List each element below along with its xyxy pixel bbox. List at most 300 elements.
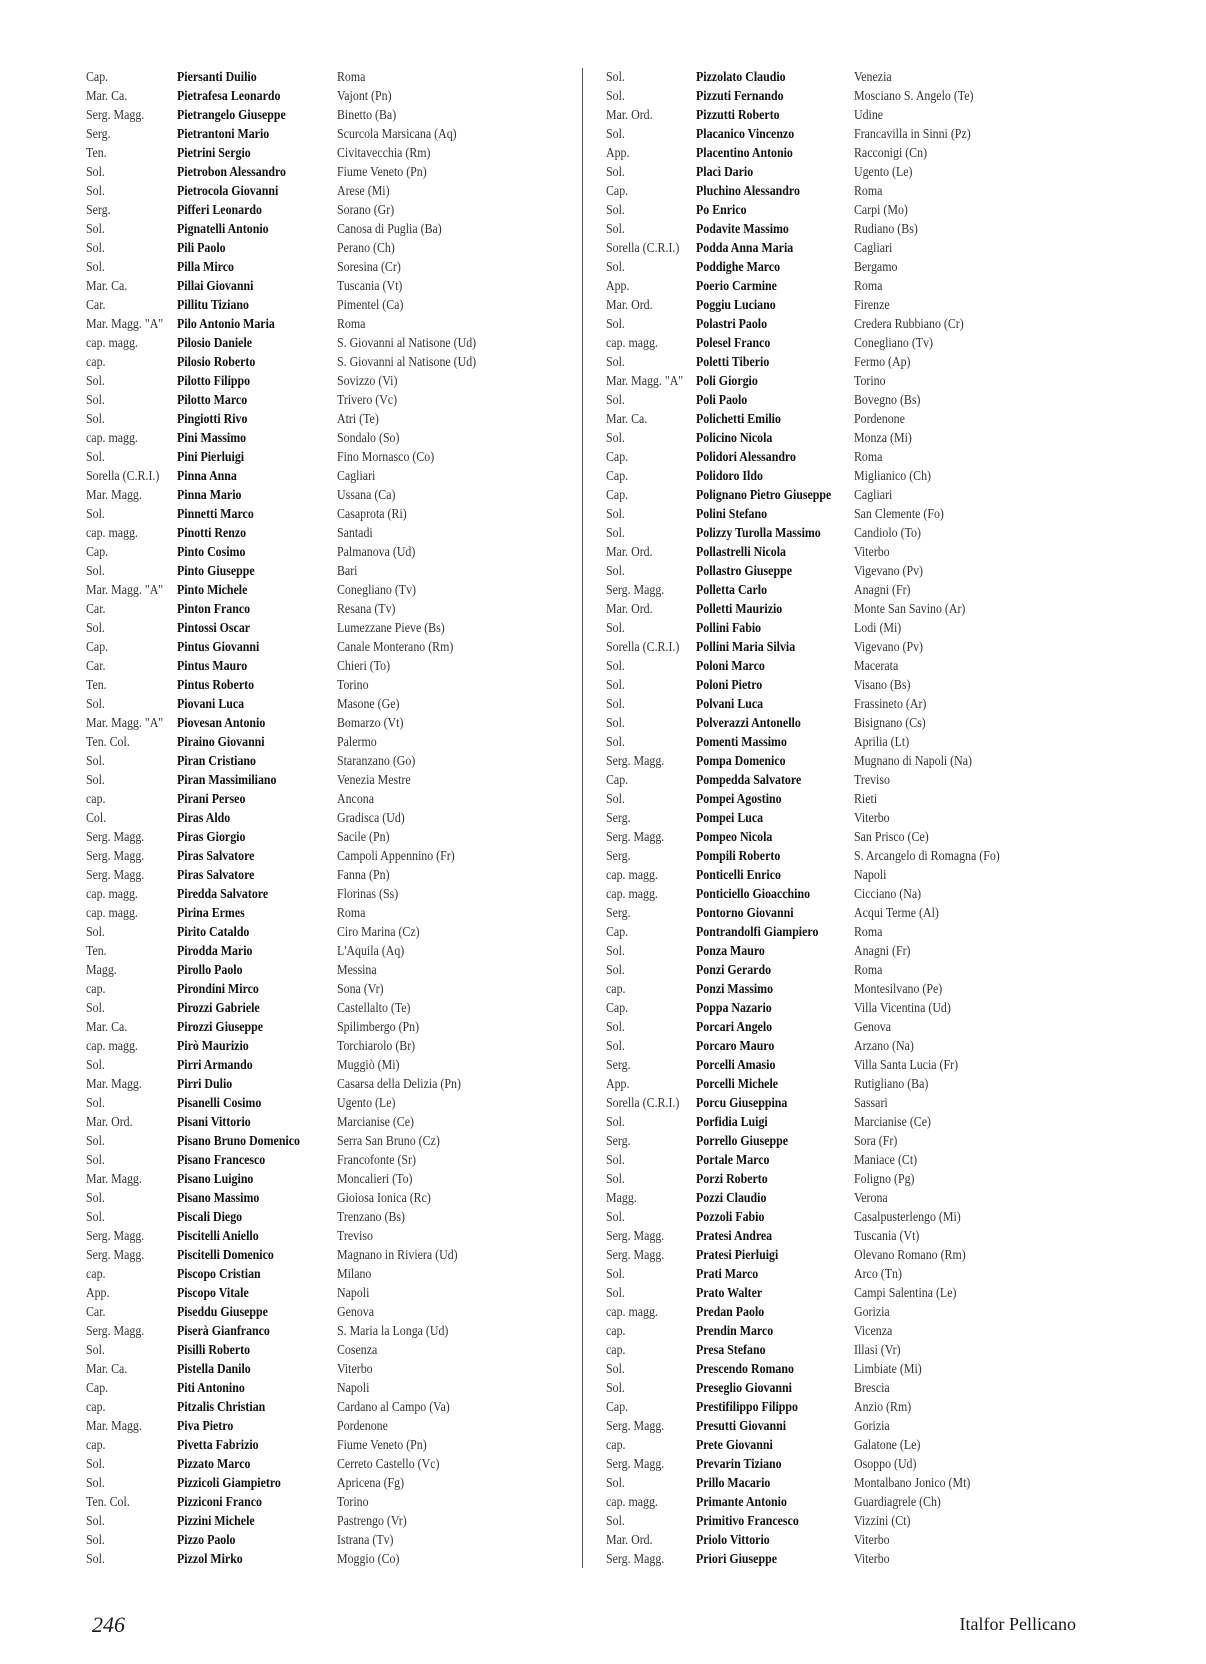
name: Piscopo Vitale <box>177 1286 249 1301</box>
town: Chieri (To) <box>337 659 391 674</box>
name: Primante Antonio <box>696 1495 787 1510</box>
name: Piran Cristiano <box>177 754 257 769</box>
rank: Sol. <box>606 963 625 978</box>
name: Pompa Domenico <box>696 754 786 769</box>
name: Pinto Michele <box>177 583 248 598</box>
rank: Cap. <box>86 545 109 560</box>
rank: Sol. <box>606 526 625 541</box>
rank: Sol. <box>606 317 625 332</box>
name: Pintus Roberto <box>177 678 255 693</box>
name: Pluchino Alessandro <box>696 184 800 199</box>
town: Staranzano (Go) <box>337 754 416 769</box>
town: Ussana (Ca) <box>337 488 396 503</box>
rank: cap. <box>606 1438 626 1453</box>
town: Cagliari <box>337 469 376 484</box>
town: Milano <box>337 1267 372 1282</box>
town: Venezia Mestre <box>337 773 411 788</box>
rank: Mar. Magg. "A" <box>86 583 164 598</box>
town: Arco (Tn) <box>854 1267 902 1282</box>
town: Pastrengo (Vr) <box>337 1514 407 1529</box>
name: Pirodda Mario <box>177 944 253 959</box>
town: Verona <box>854 1191 888 1206</box>
rank: Cap. <box>86 1381 109 1396</box>
name: Pizzol Mirko <box>177 1552 243 1567</box>
rank: cap. <box>606 1343 626 1358</box>
rank: Sol. <box>86 1058 105 1073</box>
rank: Sol. <box>86 507 105 522</box>
name: Pratesi Pierluigi <box>696 1248 779 1263</box>
name: Piscitelli Aniello <box>177 1229 259 1244</box>
name: Ponzi Massimo <box>696 982 774 997</box>
rank: Serg. <box>606 1134 631 1149</box>
name: Piraino Giovanni <box>177 735 265 750</box>
town: Tuscania (Vt) <box>854 1229 920 1244</box>
town: Frassineto (Ar) <box>854 697 927 712</box>
rank: Cap. <box>606 488 629 503</box>
name: Po Enrico <box>696 203 747 218</box>
town: Torchiarolo (Br) <box>337 1039 416 1054</box>
rank: Cap. <box>86 70 109 85</box>
name: Pifferi Leonardo <box>177 203 262 218</box>
town: Macerata <box>854 659 899 674</box>
rank: Ten. <box>86 944 107 959</box>
town: Roma <box>854 925 883 940</box>
name: Poloni Marco <box>696 659 765 674</box>
name: Pisani Vittorio <box>177 1115 251 1130</box>
town: Firenze <box>854 298 890 313</box>
rank: Sol. <box>606 431 625 446</box>
town: Napoli <box>337 1381 370 1396</box>
name: Pintus Mauro <box>177 659 248 674</box>
town: Bisignano (Cs) <box>854 716 926 731</box>
town: Masone (Ge) <box>337 697 400 712</box>
name: Pini Pierluigi <box>177 450 245 465</box>
town: Cosenza <box>337 1343 378 1358</box>
town: Serra San Bruno (Cz) <box>337 1134 440 1149</box>
rank: Sol. <box>606 792 625 807</box>
town: Rudiano (Bs) <box>854 222 918 237</box>
rank: Serg. Magg. <box>606 1552 665 1567</box>
name: Piti Antonino <box>177 1381 245 1396</box>
rank: Mar. Ca. <box>606 412 648 427</box>
town: Fermo (Ap) <box>854 355 911 370</box>
town: Palermo <box>337 735 377 750</box>
rank: Sorella (C.R.I.) <box>86 469 160 484</box>
rank: Sol. <box>606 659 625 674</box>
town: Tuscania (Vt) <box>337 279 403 294</box>
rank: Sol. <box>606 697 625 712</box>
town: Francofonte (Sr) <box>337 1153 416 1168</box>
town: Sovizzo (Vi) <box>337 374 398 389</box>
name: Pietrocola Giovanni <box>177 184 279 199</box>
name: Pratesi Andrea <box>696 1229 773 1244</box>
name: Predan Paolo <box>696 1305 765 1320</box>
town: Guardiagrele (Ch) <box>854 1495 941 1510</box>
town: Udine <box>854 108 884 123</box>
town: Roma <box>854 450 883 465</box>
town: Monte San Savino (Ar) <box>854 602 966 617</box>
town: Resana (Tv) <box>337 602 396 617</box>
town: Vizzini (Ct) <box>854 1514 911 1529</box>
rank: Mar. Magg. "A" <box>86 317 164 332</box>
name: Pizzutti Roberto <box>696 108 780 123</box>
town: Conegliano (Tv) <box>854 336 933 351</box>
name: Polesel Franco <box>696 336 771 351</box>
name: Prati Marco <box>696 1267 759 1282</box>
rank: cap. magg. <box>86 526 138 541</box>
name: Ponticiello Gioacchino <box>696 887 811 902</box>
town: Gioiosa Ionica (Rc) <box>337 1191 431 1206</box>
rank: Ten. Col. <box>86 735 130 750</box>
name: Pirri Armando <box>177 1058 253 1073</box>
town: Visano (Bs) <box>854 678 911 693</box>
name: Piredda Salvatore <box>177 887 269 902</box>
rank: cap. magg. <box>606 887 658 902</box>
rank: Magg. <box>86 963 117 978</box>
name: Pirito Cataldo <box>177 925 250 940</box>
rank: cap. magg. <box>86 431 138 446</box>
town: Spilimbergo (Pn) <box>337 1020 420 1035</box>
name: Pisano Bruno Domenico <box>177 1134 300 1149</box>
name: Pontorno Giovanni <box>696 906 794 921</box>
name: Prendin Marco <box>696 1324 774 1339</box>
town: Bovegno (Bs) <box>854 393 921 408</box>
town: Ugento (Le) <box>337 1096 396 1111</box>
town: Torino <box>337 678 369 693</box>
name: Pilotto Marco <box>177 393 248 408</box>
town: Roma <box>854 184 883 199</box>
name: Prevarin Tiziano <box>696 1457 782 1472</box>
town: Roma <box>337 906 366 921</box>
name: Pirondini Mirco <box>177 982 259 997</box>
name: Pintus Giovanni <box>177 640 260 655</box>
town: Gradisca (Ud) <box>337 811 405 826</box>
town: Roma <box>854 963 883 978</box>
town: S. Giovanni al Natisone (Ud) <box>337 336 477 351</box>
town: Magnano in Riviera (Ud) <box>337 1248 458 1263</box>
rank: Sol. <box>86 374 105 389</box>
name: Porcaro Mauro <box>696 1039 775 1054</box>
rank: Cap. <box>606 1001 629 1016</box>
rank: Sol. <box>86 1096 105 1111</box>
name: Piserà Gianfranco <box>177 1324 270 1339</box>
rank: Mar. Magg. <box>86 488 142 503</box>
rank: Car. <box>86 1305 106 1320</box>
name: Pizzini Michele <box>177 1514 255 1529</box>
name: Pinto Giuseppe <box>177 564 255 579</box>
rank: Mar. Magg. <box>86 1419 142 1434</box>
town: Soresina (Cr) <box>337 260 401 275</box>
name: Pignatelli Antonio <box>177 222 269 237</box>
rank: cap. magg. <box>606 868 658 883</box>
rank: Sol. <box>606 944 625 959</box>
rank: App. <box>86 1286 110 1301</box>
rank: Sol. <box>606 1210 625 1225</box>
name: Pompei Luca <box>696 811 764 826</box>
name: Pirozzi Gabriele <box>177 1001 260 1016</box>
name: Pietrafesa Leonardo <box>177 89 281 104</box>
town: Fiume Veneto (Pn) <box>337 165 427 180</box>
name: Pontrandolfi Giampiero <box>696 925 819 940</box>
town: Anagni (Fr) <box>854 583 911 598</box>
rank: Sol. <box>86 1476 105 1491</box>
town: Torino <box>854 374 886 389</box>
name: Pinton Franco <box>177 602 251 617</box>
town: Montesilvano (Pe) <box>854 982 943 997</box>
name: Poppa Nazario <box>696 1001 772 1016</box>
name: Pinotti Renzo <box>177 526 247 541</box>
rank: Mar. Ord. <box>606 545 653 560</box>
rank: Sol. <box>606 1267 625 1282</box>
rank: Serg. Magg. <box>86 1248 145 1263</box>
name: Pirò Maurizio <box>177 1039 249 1054</box>
rank: Serg. Magg. <box>606 583 665 598</box>
town: Galatone (Le) <box>854 1438 921 1453</box>
name: Porcu Giuseppina <box>696 1096 788 1111</box>
town: Casalpusterlengo (Mi) <box>854 1210 961 1225</box>
rank: Serg. Magg. <box>86 108 145 123</box>
rank: Col. <box>86 811 107 826</box>
rank: Mar. Ord. <box>606 108 653 123</box>
rank: Sol. <box>86 621 105 636</box>
town: Monza (Mi) <box>854 431 912 446</box>
town: Torino <box>337 1495 369 1510</box>
rank: Mar. Ca. <box>86 279 128 294</box>
town: Brescia <box>854 1381 890 1396</box>
rank: Sol. <box>606 1286 625 1301</box>
rank: App. <box>606 1077 630 1092</box>
town: Arzano (Na) <box>854 1039 914 1054</box>
rank: Sorella (C.R.I.) <box>606 1096 680 1111</box>
name: Poddighe Marco <box>696 260 781 275</box>
name: Pollastrelli Nicola <box>696 545 787 560</box>
town: Francavilla in Sinni (Pz) <box>854 127 971 142</box>
town: Canosa di Puglia (Ba) <box>337 222 442 237</box>
town: Ciro Marina (Cz) <box>337 925 420 940</box>
rank: Ten. <box>86 678 107 693</box>
rank: Mar. Ord. <box>606 602 653 617</box>
town: Rutigliano (Ba) <box>854 1077 929 1092</box>
town: Moncalieri (To) <box>337 1172 413 1187</box>
town: Roma <box>337 70 366 85</box>
name: Presa Stefano <box>696 1343 766 1358</box>
town: Messina <box>337 963 377 978</box>
name: Prete Giovanni <box>696 1438 773 1453</box>
town: Acqui Terme (Al) <box>854 906 939 921</box>
town: Trivero (Vc) <box>337 393 398 408</box>
name: Piva Pietro <box>177 1419 234 1434</box>
town: Florinas (Ss) <box>337 887 399 902</box>
rank: Car. <box>86 298 106 313</box>
town: Venezia <box>854 70 892 85</box>
rank: Sol. <box>86 564 105 579</box>
town: Sora (Fr) <box>854 1134 898 1149</box>
town: Campoli Appennino (Fr) <box>337 849 455 864</box>
town: Illasi (Vr) <box>854 1343 901 1358</box>
town: Carpi (Mo) <box>854 203 908 218</box>
rank: Serg. Magg. <box>86 830 145 845</box>
rank: Mar. Ca. <box>86 89 128 104</box>
rank: cap. <box>86 982 106 997</box>
town: Ugento (Le) <box>854 165 913 180</box>
rank: Sol. <box>606 1362 625 1377</box>
town: Cicciano (Na) <box>854 887 922 902</box>
town: Racconigi (Cn) <box>854 146 928 161</box>
town: Cardano al Campo (Va) <box>337 1400 450 1415</box>
town: Genova <box>337 1305 375 1320</box>
town: S. Maria la Longa (Ud) <box>337 1324 449 1339</box>
town: Viterbo <box>854 811 890 826</box>
name: Piras Salvatore <box>177 849 255 864</box>
rank: Cap. <box>606 925 629 940</box>
town: Anzio (Rm) <box>854 1400 912 1415</box>
town: Osoppo (Ud) <box>854 1457 917 1472</box>
town: Santadi <box>337 526 373 541</box>
rank: Ten. Col. <box>86 1495 130 1510</box>
name: Priori Giuseppe <box>696 1552 777 1567</box>
town: Napoli <box>854 868 887 883</box>
name: Piscopo Cristian <box>177 1267 261 1282</box>
rank: Sol. <box>86 1191 105 1206</box>
town: Credera Rubbiano (Cr) <box>854 317 964 332</box>
rank: Sol. <box>606 1039 625 1054</box>
rank: Sol. <box>606 1020 625 1035</box>
name: Pietrini Sergio <box>177 146 251 161</box>
rank: cap. <box>86 355 106 370</box>
rank: Cap. <box>606 1400 629 1415</box>
name: Prestifilippo Filippo <box>696 1400 798 1415</box>
town: Mugnano di Napoli (Na) <box>854 754 972 769</box>
name: Porcari Angelo <box>696 1020 773 1035</box>
town: Cagliari <box>854 241 893 256</box>
rank: App. <box>606 279 630 294</box>
name: Polastri Paolo <box>696 317 768 332</box>
name: Piovesan Antonio <box>177 716 266 731</box>
town: Bergamo <box>854 260 898 275</box>
name: Porcelli Amasio <box>696 1058 776 1073</box>
rank: cap. magg. <box>86 906 138 921</box>
town: Moggio (Co) <box>337 1552 400 1567</box>
name: Pirri Dulio <box>177 1077 233 1092</box>
rank: Sol. <box>86 1514 105 1529</box>
town: Marcianise (Ce) <box>337 1115 414 1130</box>
town: Vigevano (Pv) <box>854 640 924 655</box>
rank: cap. <box>606 1324 626 1339</box>
rank: Sol. <box>86 393 105 408</box>
rank: Serg. Magg. <box>606 830 665 845</box>
name: Ponza Mauro <box>696 944 765 959</box>
name: Poloni Pietro <box>696 678 763 693</box>
town: Foligno (Pg) <box>854 1172 915 1187</box>
name: Ponticelli Enrico <box>696 868 781 883</box>
name: Pisano Massimo <box>177 1191 260 1206</box>
rank: Sorella (C.R.I.) <box>606 640 680 655</box>
rank: Sol. <box>86 222 105 237</box>
town: Napoli <box>337 1286 370 1301</box>
town: Fino Mornasco (Co) <box>337 450 435 465</box>
name: Polverazzi Antonello <box>696 716 801 731</box>
town: Sorano (Gr) <box>337 203 395 218</box>
rank: Car. <box>86 659 106 674</box>
town: Limbiate (Mi) <box>854 1362 922 1377</box>
rank: Sol. <box>86 1343 105 1358</box>
rank: Sol. <box>606 1381 625 1396</box>
rank: Sol. <box>86 260 105 275</box>
town: Casarsa della Delizia (Pn) <box>337 1077 461 1092</box>
name: Pozzoli Fabio <box>696 1210 765 1225</box>
rank: Sol. <box>86 1210 105 1225</box>
name: Pompei Agostino <box>696 792 782 807</box>
name: Poli Paolo <box>696 393 748 408</box>
rank: Serg. <box>606 811 631 826</box>
town: San Prisco (Ce) <box>854 830 929 845</box>
town: Cerreto Castello (Vc) <box>337 1457 440 1472</box>
name: Pivetta Fabrizio <box>177 1438 259 1453</box>
rank: Mar. Magg. "A" <box>86 716 164 731</box>
rank: Sol. <box>86 925 105 940</box>
town: Scurcola Marsicana (Aq) <box>337 127 457 142</box>
name: Poerio Carmine <box>696 279 777 294</box>
rank: Sol. <box>606 355 625 370</box>
rank: Serg. Magg. <box>606 1229 665 1244</box>
rank: Mar. Magg. <box>86 1077 142 1092</box>
name: Portale Marco <box>696 1153 770 1168</box>
town: Treviso <box>854 773 890 788</box>
name: Pilo Antonio Maria <box>177 317 275 332</box>
name: Ponzi Gerardo <box>696 963 772 978</box>
rank: Serg. Magg. <box>86 1324 145 1339</box>
rank: cap. <box>606 982 626 997</box>
rank: Serg. Magg. <box>606 754 665 769</box>
name: Pomenti Massimo <box>696 735 787 750</box>
town: Vigevano (Pv) <box>854 564 924 579</box>
town: Sassari <box>854 1096 888 1111</box>
rank: Sol. <box>86 165 105 180</box>
name: Policino Nicola <box>696 431 773 446</box>
name: Pilosio Roberto <box>177 355 256 370</box>
town: Sacile (Pn) <box>337 830 390 845</box>
town: Viterbo <box>854 1533 890 1548</box>
town: Viterbo <box>854 545 890 560</box>
name: Pillitu Tiziano <box>177 298 249 313</box>
name: Pinna Anna <box>177 469 237 484</box>
name: Prescendo Romano <box>696 1362 794 1377</box>
rank: Sol. <box>86 754 105 769</box>
town: S. Arcangelo di Romagna (Fo) <box>854 849 1000 864</box>
town: Campi Salentina (Le) <box>854 1286 957 1301</box>
rank: Sol. <box>86 697 105 712</box>
town: Conegliano (Tv) <box>337 583 416 598</box>
name: Pinto Cosimo <box>177 545 246 560</box>
name: Polignano Pietro Giuseppe <box>696 488 832 503</box>
rank: Sol. <box>606 260 625 275</box>
name: Prato Walter <box>696 1286 763 1301</box>
rank: Sol. <box>86 773 105 788</box>
town: Fiume Veneto (Pn) <box>337 1438 427 1453</box>
town: Gorizia <box>854 1419 890 1434</box>
name: Polizzy Turolla Massimo <box>696 526 821 541</box>
name: Pietrangelo Giuseppe <box>177 108 286 123</box>
rank: Sol. <box>606 1115 625 1130</box>
rank: Sol. <box>606 165 625 180</box>
name: Pizzicoli Giampietro <box>177 1476 281 1491</box>
town: Olevano Romano (Rm) <box>854 1248 966 1263</box>
name: Pilotto Filippo <box>177 374 251 389</box>
name: Pollastro Giuseppe <box>696 564 792 579</box>
town: Arese (Mi) <box>337 184 390 199</box>
rank: Sol. <box>606 222 625 237</box>
town: San Clemente (Fo) <box>854 507 944 522</box>
